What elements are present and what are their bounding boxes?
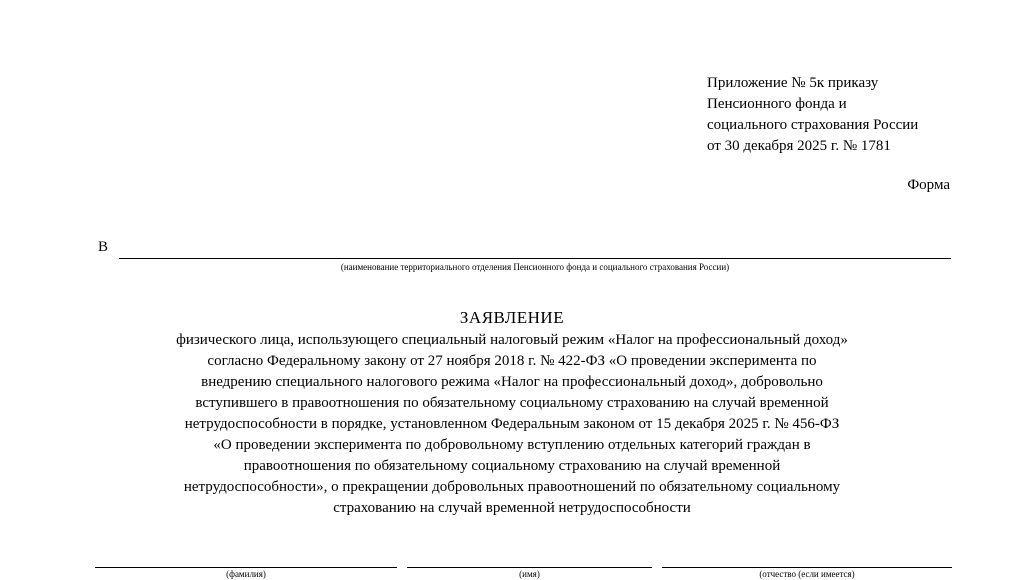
- recipient-field-line[interactable]: [119, 258, 951, 259]
- name-caption: (имя): [519, 569, 540, 579]
- annex-line-4: от 30 декабря 2025 г. № 1781: [707, 138, 891, 154]
- subtitle-line-4: вступившего в правоотношения по обязательному социальному страхованию на случай временной: [195, 395, 829, 411]
- recipient-prefix: В: [98, 239, 109, 255]
- patronymic-caption: (отчество (если имеется): [759, 569, 855, 579]
- document-title: ЗАЯВЛЕНИЕ: [459, 308, 565, 327]
- subtitle-line-8: нетрудоспособности», о прекращении добровольных правоотношений по обязательному социальному: [183, 479, 841, 495]
- surname-caption: (фамилия): [226, 569, 266, 579]
- annex-line-3: социального страхования России: [707, 117, 919, 133]
- surname-field-line[interactable]: [95, 567, 397, 568]
- subtitle-line-7: правоотношения по обязательному социальному страхованию на случай временной: [243, 458, 781, 474]
- name-field-line[interactable]: [407, 567, 652, 568]
- subtitle-line-2: согласно Федеральному закону от 27 ноября 2018 г. № 422-ФЗ «О проведении эксперимента по: [207, 353, 817, 369]
- subtitle-line-1: физического лица, использующего специальный налоговый режим «Налог на профессиональный доход»: [176, 332, 848, 348]
- patronymic-field-line[interactable]: [662, 567, 952, 568]
- annex-line-2: Пенсионного фонда и: [707, 96, 847, 112]
- annex-line-1: Приложение № 5к приказу: [707, 75, 879, 91]
- document-subtitle: [0, 330, 1024, 519]
- recipient-caption: (наименование территориального отделения Пенсионного фонда и социального страхования России): [340, 262, 730, 272]
- form-label: Форма: [907, 177, 950, 193]
- subtitle-line-3: внедрению специального налогового режима «Налог на профессиональный доход», добровольно: [201, 374, 823, 390]
- subtitle-line-9: страхованию на случай временной нетрудоспособности: [333, 500, 691, 516]
- subtitle-line-5: нетрудоспособности в порядке, установленном Федеральным законом от 15 декабря 2025 г. № 456-ФЗ: [184, 416, 840, 432]
- subtitle-line-6: «О проведении эксперимента по добровольному вступлению отдельных категорий граждан в: [213, 437, 811, 453]
- annex-block: [707, 73, 918, 157]
